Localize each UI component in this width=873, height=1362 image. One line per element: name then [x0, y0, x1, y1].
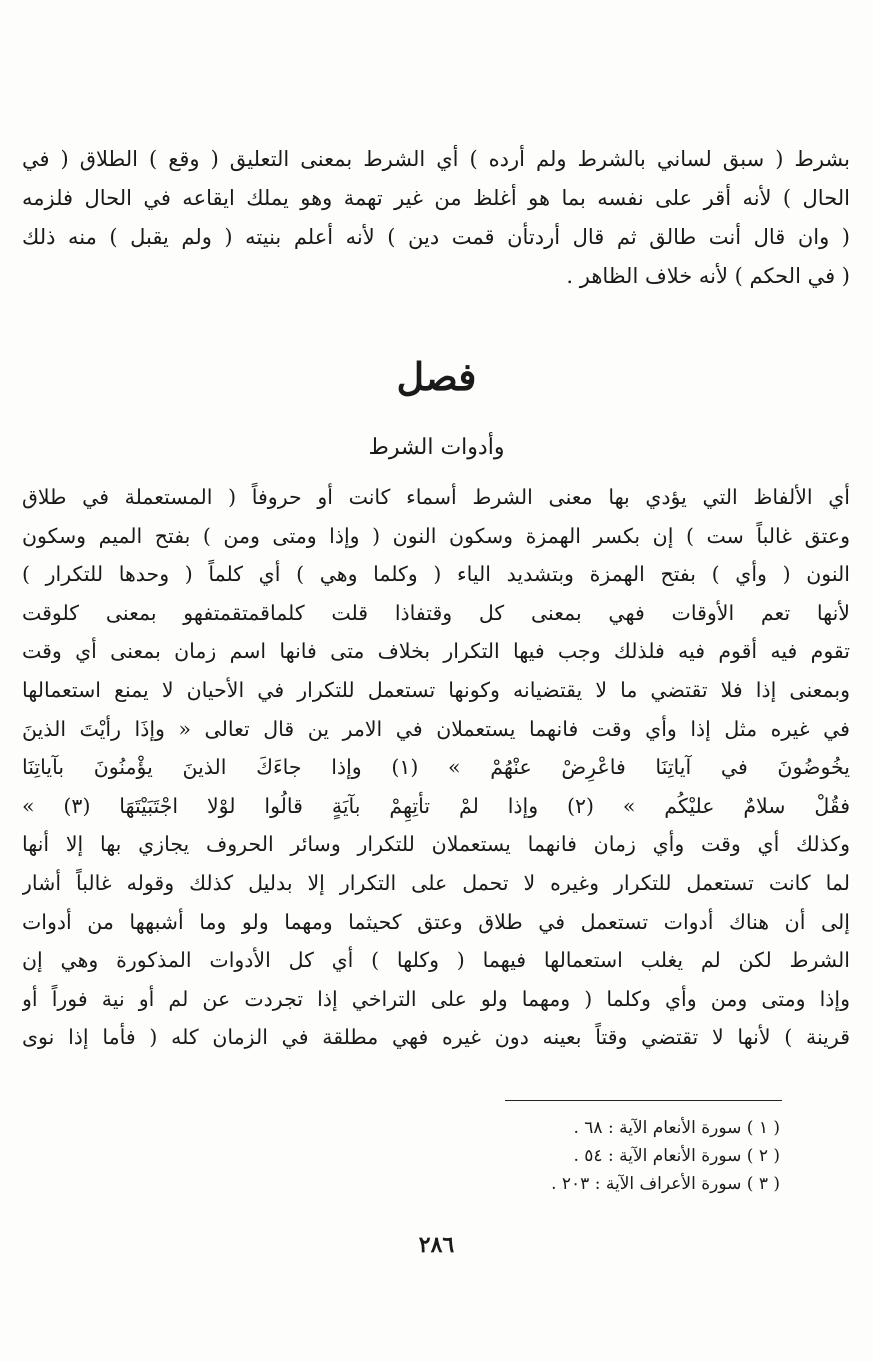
section-title: فصل: [396, 354, 477, 399]
text-line: الشرط لكن لم يغلب استعمالها فيهما ( وكلها ) أي كل الأدوات المذكورة وهي إن: [22, 948, 850, 973]
text-line: وكذلك أي وقت وأي زمان فانهما يستعملان للتكرار وسائر الحروف يجازي بها إلا أنها: [22, 832, 850, 857]
text-line: النون ( وأي ) بفتح الهمزة وبتشديد الياء ( وكلما وهي ) أي كلماً ( وحدها للتكرار ): [22, 562, 850, 587]
text-line: في غيره مثل إذا وأي وقت فانهما يستعملان في الامر ين قال تعالى « وإذَا رأيْتَ الذينَ: [22, 716, 850, 741]
text-line: لما كانت تستعمل للتكرار وغيره لا تحمل على التكرار إلا بدليل كذلك وقوله غالباً أشار: [22, 870, 850, 895]
text-line: ( وان قال أنت طالق ثم قال أردتأن قمت دين ) لأنه أعلم بنيته ( ولم يقبل ) منه ذلك: [22, 225, 850, 249]
text-line: وإذا ومتى ومن وأي وكلما ( ومهما ولو على التراخي إذا تجردت عن لم أو نية فوراً أو: [22, 986, 850, 1011]
section-subtitle: وأدوات الشرط: [368, 435, 505, 460]
text-line: فقُلْ سلامٌ عليْكُم » (٢) وإذا لمْ تأتِهِمْ بآيَةٍ قالُوا لوْلا اجْتَبَيْتَهَا (٣) »: [22, 793, 850, 818]
text-line: قرينة ) لأنها لا تقتضي وقتاً بعينه دون غيره فهي مطلقة في الزمان كله ( فأما إذا نوى: [22, 1025, 850, 1050]
page-number: ٢٨٦: [418, 1232, 455, 1258]
main-paragraph: [22, 478, 850, 1057]
text-line: أي الألفاظ التي يؤدي بها معنى الشرط أسماء كانت أو حروفاً ( المستعملة في طلاق: [22, 485, 850, 509]
text-line: الحال ) لأنه أقر على نفسه بما هو أغلظ من غير تهمة وهو يملك ايقاعه في الحال فلزمه: [22, 186, 850, 210]
text-line: وبمعنى إذا فلا تقتضي ما لا يقتضيانه وكونها تستعمل للتكرار في الأحيان لا يمنع استعمالها: [22, 677, 850, 702]
footnotes: [380, 1114, 780, 1198]
text-line: لأنها تعم الأوقات فهي بمعنى كل وقتفاذا قلت كلماقمتقمتفهو بمعنى كلوقت: [22, 600, 850, 625]
text-line: ( في الحكم ) لأنه خلاف الظاهر .: [566, 264, 850, 288]
text-line: إلى أن هناك أدوات تستعمل في طلاق وعتق كحيثما ومهما ولو وما أشبهها من أدوات: [22, 909, 850, 934]
footnote-divider: [505, 1100, 782, 1101]
footnote: ( ٣ ) سورة الأعراف الآية : ٢٠٣ .: [551, 1174, 780, 1194]
text-line: يخُوضُونَ في آياتِنَا فاعْرِضْ عنْهُمْ » (١) وإذا جاءَكَ الذينَ يؤْمنُونَ بآياتِنَا: [22, 755, 850, 780]
footnote: ( ٢ ) سورة الأنعام الآية : ٥٤ .: [573, 1146, 780, 1166]
text-line: بشرط ( سبق لساني بالشرط ولم أرده ) أي الشرط بمعنى التعليق ( وقع ) الطلاق ( في: [22, 147, 850, 171]
top-paragraph: [22, 140, 850, 296]
text-line: وعتق غالباً ست ) إن بكسر الهمزة وسكون النون ( وإذا ومتى ومن ) بفتح الميم وسكون: [22, 523, 850, 548]
text-line: تقوم فيه أقوم فيه فلذلك وجب فيها التكرار بخلاف متى فانها اسم زمان بمعنى أي وقت: [22, 639, 850, 664]
footnote: ( ١ ) سورة الأنعام الآية : ٦٨ .: [573, 1118, 780, 1138]
